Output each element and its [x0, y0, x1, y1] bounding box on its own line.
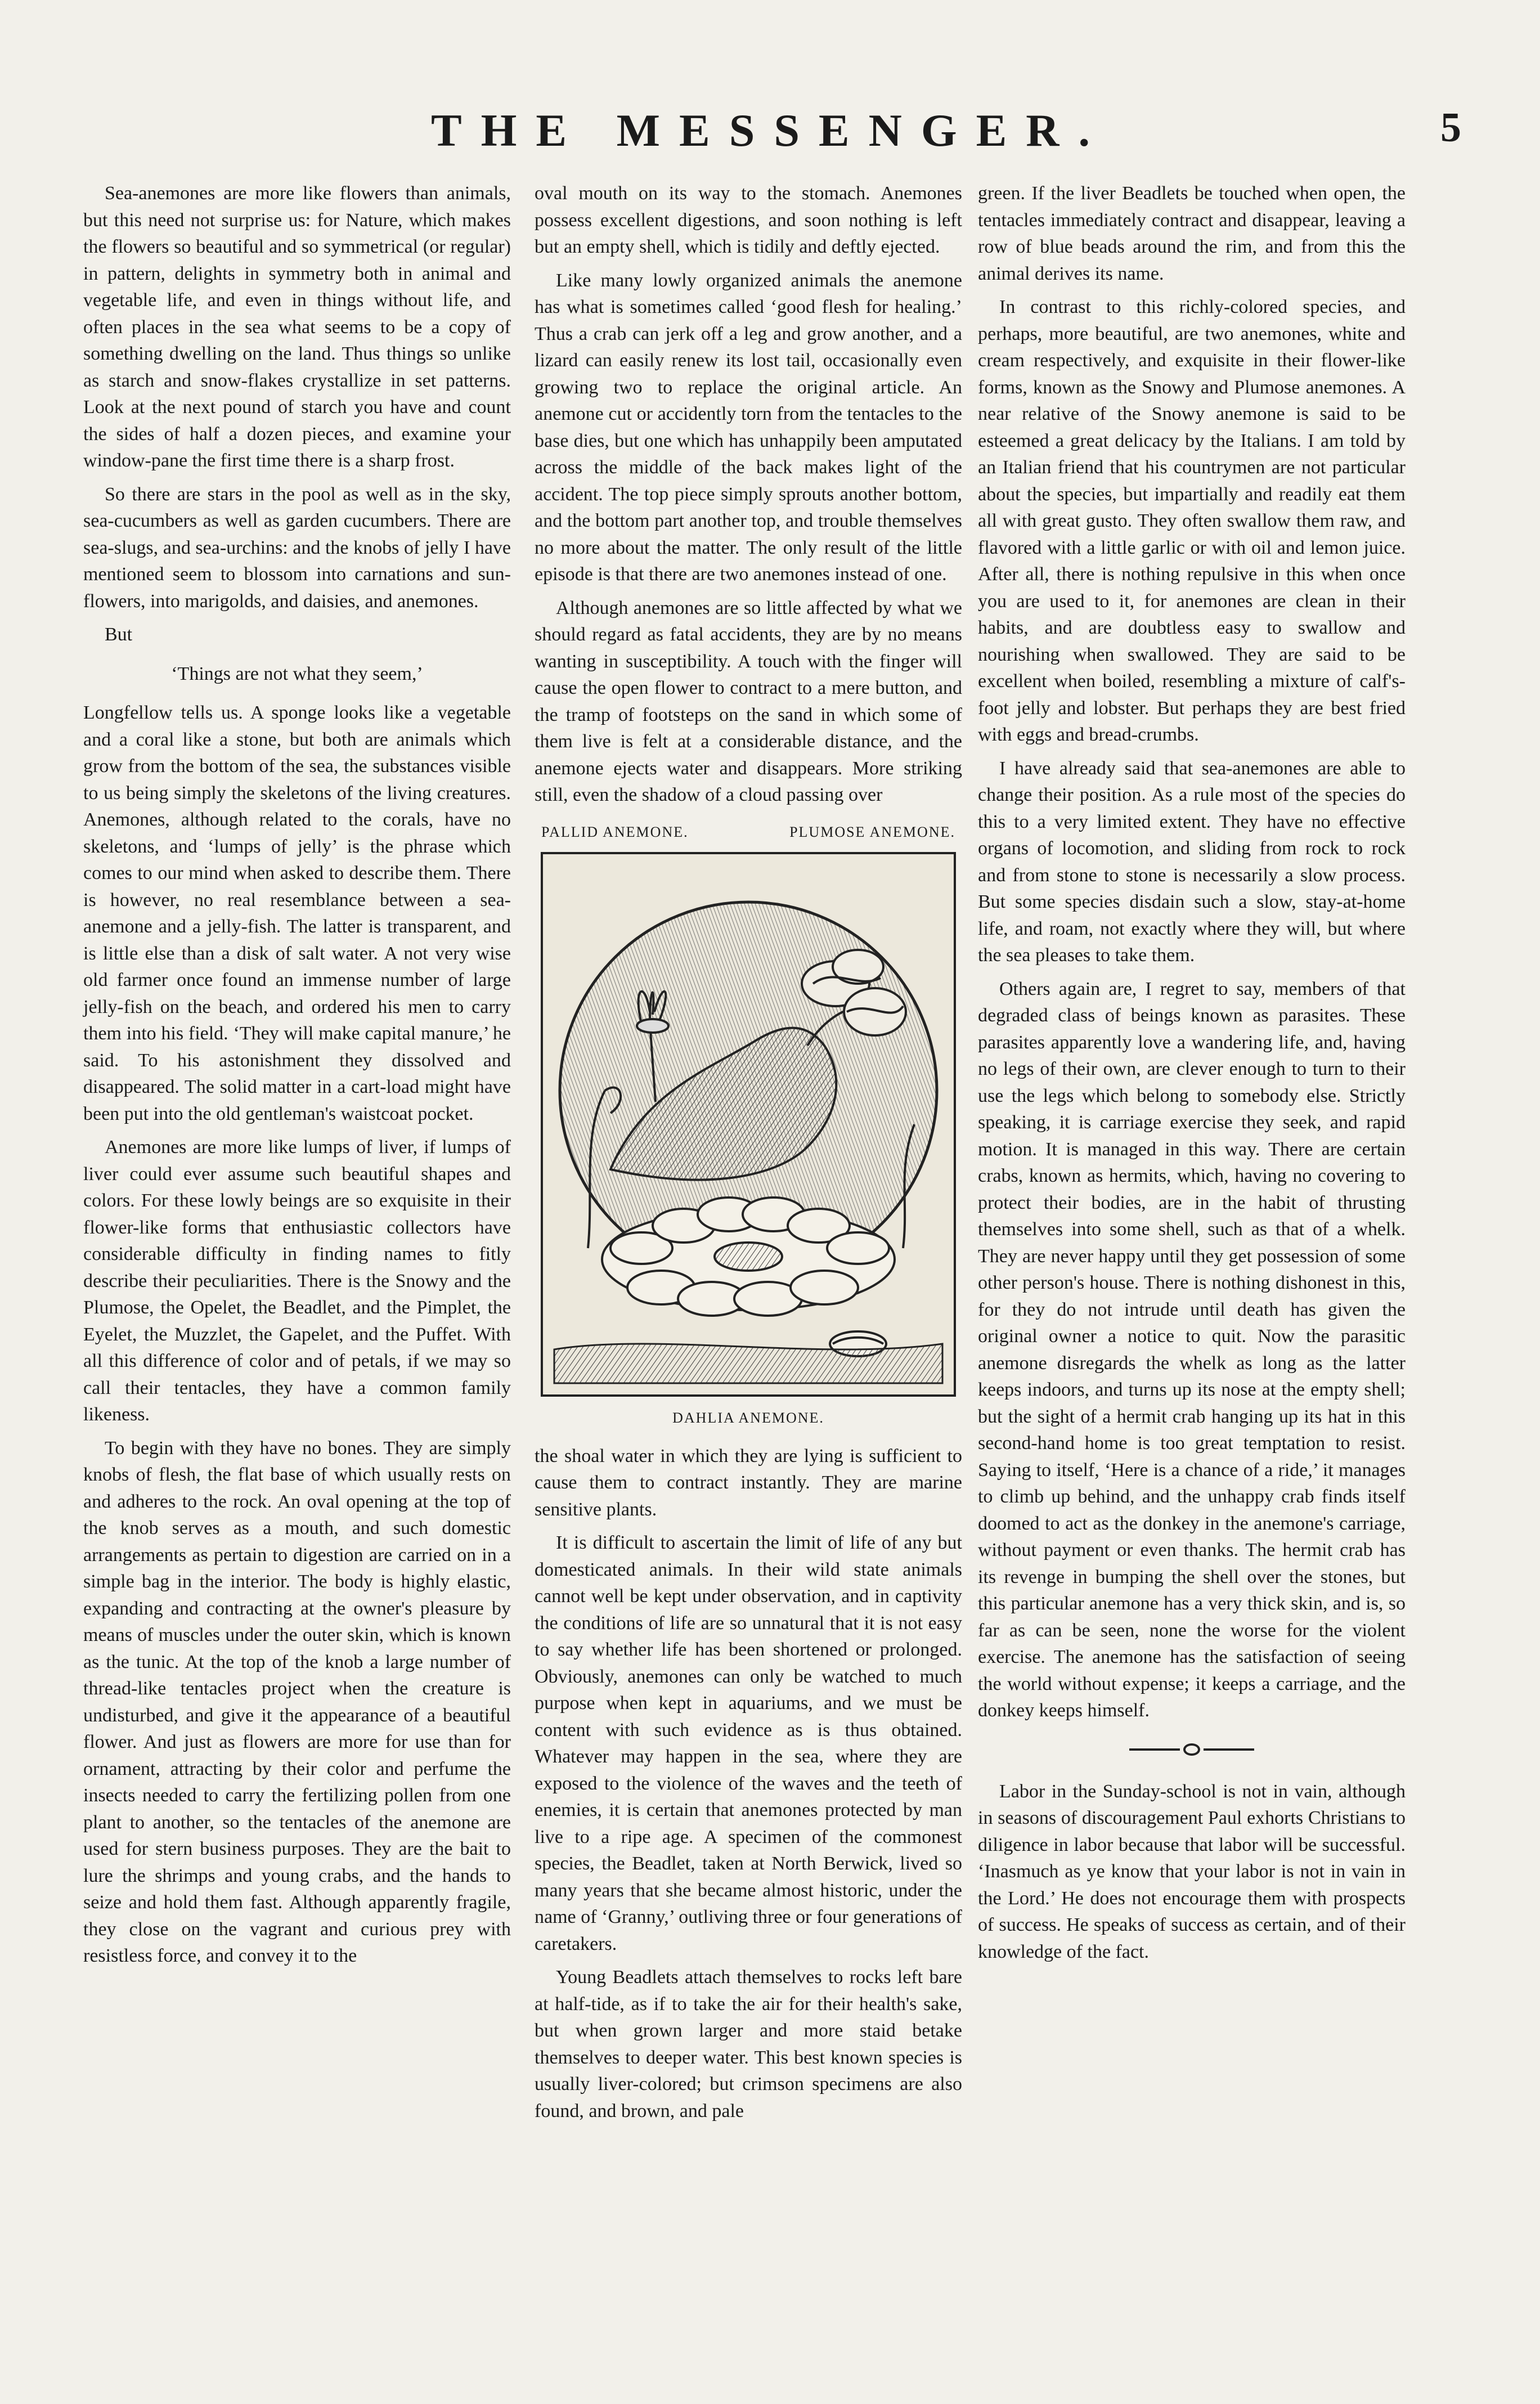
- caption-dahlia-anemone: DAHLIA ANEMONE.: [672, 1410, 824, 1426]
- paragraph: Sea-anemones are more like flowers than animals, but this need not surprise us: for Nature, which makes the flowers so beautiful and so symmetrical (or regular) in pattern, delights in symmetry both in animal and vegetable life, and even in things without life, and often places in the sea what seems to be a copy of something dwelling on the land. Thus things so unlike as starch and snow-flakes crystallize in set patterns. Look at the next pound of starch you have and count the sides of half a dozen pieces, and examine your window-pane the first time there is a sharp frost.: [83, 183, 511, 471]
- engraving-frame: [541, 852, 956, 1397]
- paragraph: green. If the liver Beadlets be touched when open, the tentacles immediately contract and disappear, leaving a row of blue beads around the rim, and from this the animal derives its name.: [978, 183, 1406, 284]
- paragraph: In contrast to this richly-colored species, and perhaps, more beautiful, are two anemones, white and cream respectively, and exquisite in their flower-like forms, known as the Snowy and Plumose anemones. A near relative of the Snowy anemone is said to be esteemed a great delicacy by the Italians. I am told by an Italian friend that his countrymen are not particular about the species, but impartially and readily eat them all with great gusto. They often swallow them raw, and flavored with a little garlic or with oil and lemon juice. After all, there is nothing repulsive in this when once you are used to it, for anemones are clean in their habits, and are doubtless easy to swallow and nourishing when swallowed. They are said to be excellent when boiled, resembling a mixture of calf's-foot jelly and lobster. But perhaps they are best fried with eggs and bread-crumbs.: [978, 297, 1406, 745]
- anemone-engraving: [543, 854, 954, 1394]
- paragraph: oval mouth on its way to the stomach. Anemones possess excellent digestions, and soon nothing is left but an empty shell, which is tidily and deftly ejected.: [535, 183, 962, 257]
- masthead: THE MESSENGER.: [430, 105, 1110, 156]
- paragraph: Like many lowly organized animals the anemone has what is sometimes called ‘good flesh for healing.’ Thus a crab can jerk off a leg and grow another, and a lizard can easily renew its lost tail, occasionally even growing two to replace the original article. An anemone cut or accidently torn from the tentacles to the base dies, but one which has unhappily been amputated across the middle of the back makes light of the accident. The top piece simply sprouts another bottom, and the bottom part another top, and trouble themselves no more about the matter. The only result of the little episode is that there are two anemones instead of one.: [535, 270, 962, 585]
- paragraph: It is difficult to ascertain the limit of life of any but domesticated animals. In their wild state animals cannot well be kept under observation, and in captivity the conditions of life are so unnatural that it is not easy to say whether life has been shortened or prolonged. Obviously, anemones can only be watched to much purpose when kept in aquariums, and we must be content with such evidence as is thus obtained. Whatever may happen in the sea, where they are exposed to the violence of the waves and the teeth of enemies, it is certain that anemones protected by man live to a ripe age. A specimen of the commonest species, the Beadlet, taken at North Berwick, lived so many years that she became almost historic, under the name of ‘Granny,’ outliving three or four generations of caretakers.: [535, 1532, 962, 1954]
- sea-floor: [554, 1344, 942, 1383]
- paragraph: But: [105, 624, 133, 645]
- column-3: [978, 180, 1406, 1972]
- paragraph: I have already said that sea-anemones are able to change their position. As a rule most of the species do this to a very limited extent. They have no effective organs of locomotion, and sliding from rock to rock and from stone to stone is necessarily a slow process. But some species disdain such a slow, stay-at-home life, and roam, not exactly where they will, but where the sea pleases to take them.: [978, 757, 1406, 966]
- divider-line: [1204, 1748, 1254, 1751]
- divider-ornament-icon: [1183, 1743, 1200, 1756]
- paragraph: Anemones are more like lumps of liver, if lumps of liver could ever assume such beautiful shapes and colors. For these lowly beings are so exquisite in their flower-like forms that enthusiastic collectors have considerable difficulty in finding names to fitly describe their peculiarities. There is the Snowy and the Plumose, the Opelet, the Beadlet, and the Pimplet, the Eyelet, the Muzzlet, the Gapelet, and the Puffet. With all this difference of color and of petals, if we may so call their tentacles, they have a common family likeness.: [83, 1137, 511, 1425]
- column-1: [83, 180, 511, 1976]
- caption-pallid-anemone: PALLID ANEMONE.: [541, 823, 689, 840]
- paragraph: Labor in the Sunday-school is not in vain, although in seasons of discouragement Paul exhorts Christians to diligence in labor because that labor will be successful. ‘Inasmuch as ye know that your labor is not in vain in the Lord.’ He does not encourage them with prospects of success. He speaks of success as certain, and of their knowledge of the fact.: [978, 1780, 1406, 1962]
- paragraph: To begin with they have no bones. They are simply knobs of flesh, the flat base of which usually rests on and adheres to the rock. An oval opening at the top of the knob serves as a mouth, and such domestic arrangements as pertain to digestion are carried on in a simple bag in the interior. The body is highly elastic, expanding and contracting at the owner's pleasure by means of muscles under the outer skin, which is known as the tunic. At the top of the knob a large number of thread-like tentacles project when the creature is undisturbed, and give it the appearance of a beautiful flower. And just as flowers are more for use than for ornament, attracting by their color and perfume the insects needed to carry the fertilizing pollen from one plant to another, so the tentacles of the anemone are used for stern business purposes. They are the bait to lure the shrimps and young crabs, and the hands to seize and hold them fast. Although apparently fragile, they close on the vagrant and curious prey with resistless force, and convey it to the: [83, 1437, 511, 1966]
- paragraph: Although anemones are so little affected by what we should regard as fatal accidents, they are by no means wanting in susceptibility. A touch with the finger will cause the open flower to contract to a mere button, and the tramp of footsteps on the sand in which some of them live is felt at a considerable distance, and the anemone ejects water and disappears. More striking still, even the shadow of a cloud passing over: [535, 597, 962, 805]
- caption-plumose-anemone: PLUMOSE ANEMONE.: [789, 823, 955, 840]
- paragraph: Others again are, I regret to say, members of that degraded class of beings known as parasites. These parasites apparently love a wandering life, and, having no legs of their own, are clever enough to turn to their use the legs which belong to somebody else. Strictly speaking, it is carriage exercise they seek, and rapid motion. It is managed in this way. There are certain crabs, known as hermits, which, having no covering to protect their bodies, are in the habit of thrusting themselves into some shell, such as that of a whelk. They are never happy until they get possession of some other person's house. There is nothing dishonest in this, for they do not intrude until death has given the original owner a notice to quit. Now the parasitic anemone disregards the whelk as long as the latter keeps indoors, and turns up its nose at the empty shell; but the sight of a hermit crab hanging up its hat in this second-hand home is too great temptation to resist. Saying to itself, ‘Here is a chance of a ride,’ it manages to climb up behind, and the unhappy crab finds itself doomed to act as the donkey in the anemone's carriage, without payment or even thanks. The hermit crab has its revenge in bumping the shell over the stones, but this particular anemone has a very thick skin, and is, so far as can be seen, none the worse for the violent exercise. The anemone has the satisfaction of seeing the world without expense; it keeps a carriage, and the donkey keeps himself.: [978, 978, 1406, 1721]
- page-header: [79, 104, 1461, 172]
- section-divider: [978, 1743, 1406, 1756]
- paragraph: So there are stars in the pool as well as in the sky, sea-cucumbers as well as garden cucumbers. There are sea-slugs, and sea-urchins: and the knobs of jelly I have mentioned seem to blossom into carnations and sun-flowers, into marigolds, and daisies, and anemones.: [83, 483, 511, 612]
- anemone-illustration: [535, 819, 962, 1432]
- page-number: 5: [1440, 105, 1461, 151]
- quotation: ‘Things are not what they seem,’: [171, 663, 423, 684]
- paragraph: Longfellow tells us. A sponge looks like a vegetable and a coral like a stone, but both are animals which grow from the bottom of the sea, the substances visible to us being simply the skeletons of the living creatures. Anemones, although related to the corals, have no skeletons, and ‘lumps of jelly’ is the phrase which comes to our mind when asked to describe them. There is however, no real resemblance between a sea-anemone and a jelly-fish. The latter is transparent, and is little else than a disk of salt water. A not very wise old farmer once found an immense number of large jelly-fish on the beach, and ordered his men to carry them into his field. ‘They will make capital manure,’ he said. To his astonishment they dissolved and disappeared. The solid matter in a cart-load might have been put into the old gentleman's waistcoat pocket.: [83, 702, 511, 1124]
- paragraph: the shoal water in which they are lying is sufficient to cause them to contract instantly. They are marine sensitive plants.: [535, 1445, 962, 1520]
- column-2: [535, 180, 962, 2131]
- paragraph: Young Beadlets attach themselves to rocks left bare at half-tide, as if to take the air for their health's sake, but when grown larger and more staid betake themselves to deeper water. This best known species is usually liver-colored; but crimson specimens are also found, and brown, and pale: [535, 1967, 962, 2122]
- figure-top-captions: [541, 819, 955, 846]
- divider-line: [1129, 1748, 1180, 1751]
